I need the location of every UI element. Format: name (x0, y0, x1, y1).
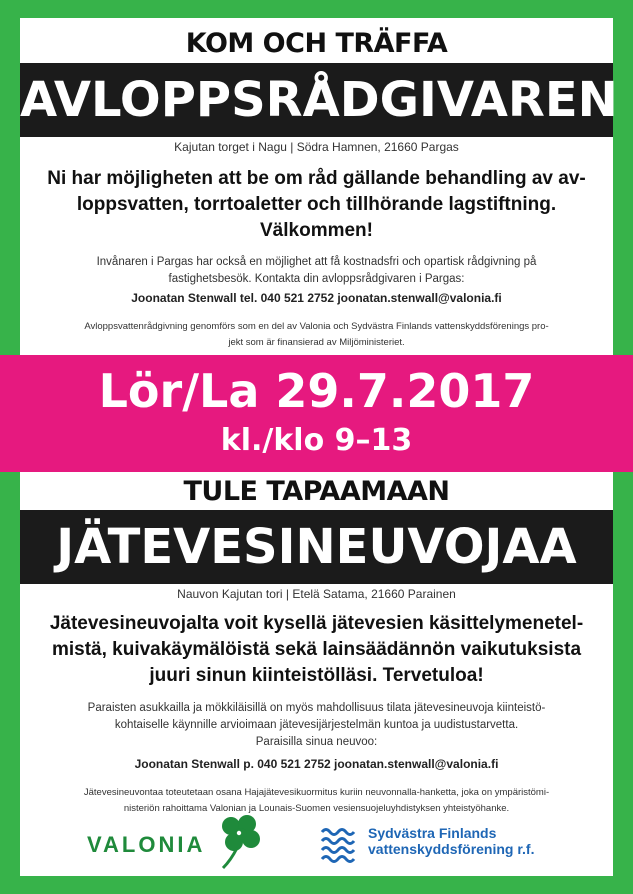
finnish-panel (20, 472, 613, 876)
swedish-contact: Joonatan Stenwall tel. 040 521 2752 joonatan.stenwall@valonia.fi (131, 291, 502, 305)
finnish-contact: Joonatan Stenwall p. 040 521 2752 joonatan.stenwall@valonia.fi (134, 757, 499, 771)
waves-icon (320, 824, 360, 864)
swedish-lead-line: Ni har möjligheten att be om råd gällande behandling av av- (47, 168, 586, 189)
swedish-kicker: KOM OCH TRÄFFA (185, 28, 448, 59)
svfv-wordmark (368, 825, 534, 857)
swedish-lead-line: loppsvatten, torrtoaletter och tillhörande lagstiftning. (76, 194, 557, 215)
svfv-logo (320, 824, 580, 872)
swedish-fine-print (20, 319, 613, 351)
swedish-fine-line: Avloppsvattenrådgivning genomförs som en del av Valonia och Sydvästra Finlands vattenskyddsförenings pro- (84, 321, 549, 332)
swedish-lead (20, 166, 613, 244)
finnish-lead-line: mistä, kuivakäymälöistä sekä lainsäädännön vaikutuksista (51, 639, 582, 660)
finnish-lead-line: juuri sinun kiinteistölläsi. Tervetuloa! (149, 665, 484, 686)
finnish-title: JÄTEVESINEUVOJAA (56, 519, 577, 575)
finnish-info (20, 700, 613, 751)
finnish-kicker: TULE TAPAAMAAN (183, 476, 450, 507)
finnish-address: Nauvon Kajutan tori | Etelä Satama, 21660 Parainen (177, 587, 456, 601)
date-band (0, 355, 633, 472)
event-time: kl./klo 9–13 (220, 423, 413, 458)
finnish-info-line: kohtaiselle käynnille arvioimaan jätevesijärjestelmän kuntoa ja uudistustarvetta. (114, 719, 519, 731)
swedish-fine-line: jekt som är finansierad av Miljöministeriet. (228, 337, 405, 348)
swedish-info (20, 254, 613, 288)
swedish-lead-line: Välkommen! (260, 220, 373, 241)
valonia-logo (87, 812, 287, 872)
valonia-wordmark: VALONIA (87, 832, 206, 857)
swedish-address: Kajutan torget i Nagu | Södra Hamnen, 21660 Pargas (174, 140, 459, 154)
finnish-fine-line: Jätevesineuvontaa toteutetaan osana Hajajätevesikuormitus kuriin neuvonnalla-hanketta, joka on ympäristömi- (83, 787, 550, 798)
svfv-line: vattenskyddsförening r.f. (368, 841, 535, 857)
finnish-info-line: Paraisilla sinua neuvoo: (255, 736, 378, 748)
swedish-title-bar (20, 63, 618, 137)
swedish-info-line: fastighetsbesök. Kontakta din avloppsrådgivaren i Pargas: (168, 273, 465, 285)
svfv-line: Sydvästra Finlands (368, 825, 497, 841)
finnish-fine-line: nisteriön rahoittama Valonian ja Lounais-Suomen vesiensuojeluyhdistyksen yhteistyöhanke. (123, 803, 510, 814)
finnish-lead-line: Jätevesineuvojalta voit kysellä jätevesien käsittelymenetel- (49, 613, 584, 634)
swedish-title: AVLOPPSRÅDGIVAREN (20, 72, 618, 128)
event-date: Lör/La 29.7.2017 (98, 364, 535, 418)
swedish-panel (20, 18, 618, 355)
finnish-info-line: Paraisten asukkailla ja mökkiläisillä on myös mahdollisuus tilata jätevesineuvoja kiinteistö- (87, 702, 546, 714)
finnish-title-bar (20, 510, 613, 584)
finnish-lead (20, 611, 613, 689)
swedish-info-line: Invånaren i Pargas har också en möjlighet att få kostnadsfri och opartisk rådgivning på (96, 256, 537, 268)
clover-icon (217, 812, 263, 870)
